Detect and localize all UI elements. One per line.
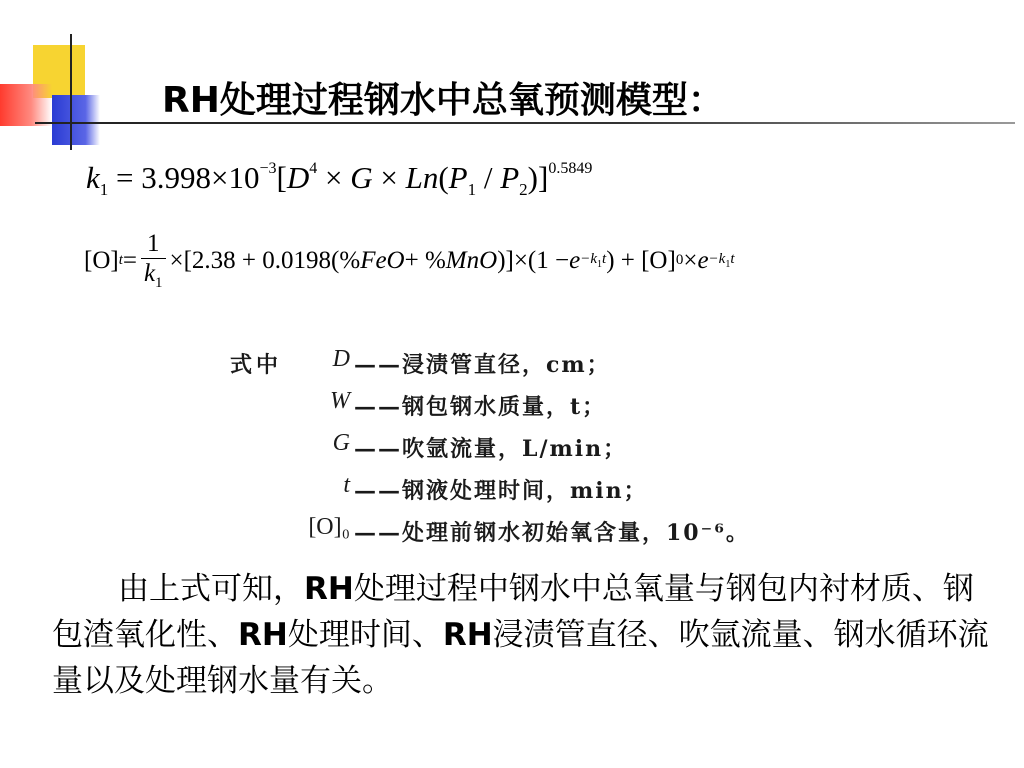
paragraph-segment: 由上式可知， <box>118 571 304 607</box>
paragraph-rh: RH <box>238 617 288 653</box>
formula-k1-P2: P <box>500 160 520 195</box>
formula-o-part4: × <box>683 246 698 274</box>
decorative-blue-square <box>52 95 100 145</box>
paragraph-rh: RH <box>304 571 354 607</box>
formula-k1-D-exp: 4 <box>309 160 318 177</box>
paragraph-segment: 浸渍管直径、吹氩流量、钢水循环流量以及处理钢水量有关。 <box>52 617 989 699</box>
formula-o-denominator: $k_1$ <box>143 259 163 291</box>
definition-text: ——浸渍管直径，cm； <box>354 352 611 378</box>
formula-o-numerator: 1 <box>141 230 166 259</box>
formula-o-part2: )]×(1 − <box>497 246 570 274</box>
formula-k1-times1: × <box>317 160 351 195</box>
definition-text: ——钢包钢水质量，t； <box>354 394 607 420</box>
conclusion-paragraph <box>52 566 1002 704</box>
formula-o-fraction <box>141 230 166 292</box>
definition-text: ——处理前钢水初始氧含量，10⁻⁶。 <box>354 520 750 546</box>
formula-k1-D: D <box>286 160 310 195</box>
formula-k1-P2-sub: 2 <box>519 180 528 200</box>
formula-o-part1: ×[2.38 + 0.0198(% <box>169 246 361 274</box>
definition-row <box>230 474 730 516</box>
formula-o-FeO: FeO <box>360 246 405 274</box>
formula-o-lhs-sub: t <box>118 252 123 269</box>
definition-symbol: [O]₀ <box>308 514 350 540</box>
variable-definitions <box>230 346 750 558</box>
formula-k1-times2: × <box>372 160 406 195</box>
formula-k1-G: G <box>350 160 373 195</box>
decorative-red-square <box>0 84 52 126</box>
formula-k1 <box>86 160 592 200</box>
paragraph-segment: 处理时间、 <box>287 617 443 653</box>
formula-o-lhs: [O] <box>84 246 119 274</box>
formula-k1-slash: / <box>476 160 501 195</box>
formula-o-e1: e <box>569 246 581 274</box>
definition-text: ——吹氩流量，L/min； <box>354 436 628 462</box>
definition-symbol: W <box>330 388 350 414</box>
formula-k1-P1-sub: 1 <box>467 180 477 200</box>
formula-o-O0-sub: 0 <box>675 252 684 269</box>
definitions-prefix: 式中 <box>230 352 283 378</box>
definition-symbol: D <box>332 346 350 372</box>
formula-k1-P1: P <box>448 160 468 195</box>
formula-o-part3: ) + [O] <box>606 246 676 274</box>
formula-k1-exp2: 0.5849 <box>548 160 593 177</box>
paragraph-segment: 处理过程中钢水中总氧量与钢包内衬材质、钢包渣氧化性、 <box>52 571 974 653</box>
definition-row <box>230 514 750 558</box>
formula-k1-paren-open: ( <box>438 160 449 195</box>
definition-row <box>230 390 730 432</box>
definition-symbol: G <box>332 430 350 456</box>
definition-text: ——钢液处理时间，min； <box>354 478 648 504</box>
formula-k1-lhs: k <box>86 160 100 195</box>
formula-k1-lhs-sub: 1 <box>99 180 109 200</box>
definition-row <box>230 348 730 390</box>
formula-o-MnO: MnO <box>445 246 498 274</box>
definition-row <box>230 432 730 474</box>
formula-k1-close: )] <box>527 160 549 195</box>
decorative-vertical-line <box>70 34 72 150</box>
formula-o-eq: = <box>122 246 137 274</box>
formula-k1-eq: = 3.998×10 <box>108 160 260 195</box>
formula-o-e2: e <box>697 246 709 274</box>
formula-k1-exp1: −3 <box>259 160 277 177</box>
paragraph-rh: RH <box>442 617 493 653</box>
definition-symbol: t <box>343 472 350 498</box>
formula-k1-bracket-open: [ <box>276 160 287 195</box>
formula-oxygen <box>84 230 735 292</box>
slide-title: RH处理过程钢水中总氧预测模型： <box>162 80 724 121</box>
formula-o-plus: + % <box>404 246 446 274</box>
formula-o-e1-exp: $-k_1t$ <box>580 251 607 271</box>
formula-o-e2-exp: $-k_1t$ <box>708 251 735 271</box>
formula-k1-Ln: Ln <box>405 160 439 195</box>
